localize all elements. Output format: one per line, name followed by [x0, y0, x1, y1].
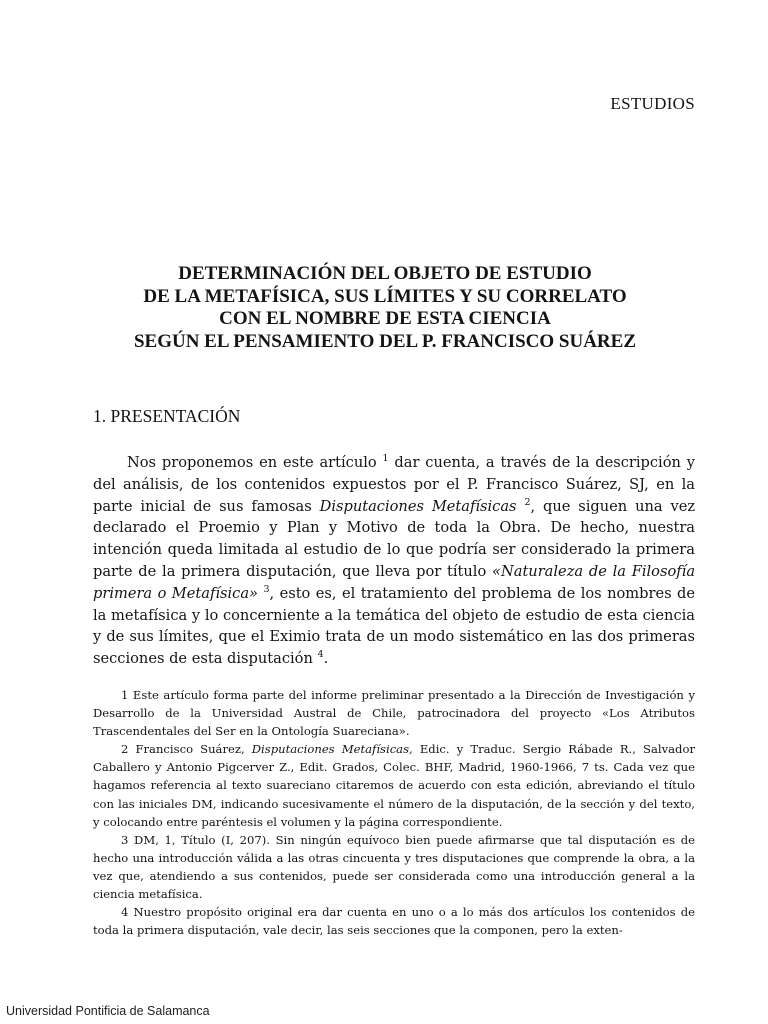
article-title [80, 263, 690, 353]
footnote-text-run: Edic. y Traduc. Sergio Rábade R., Salvador Caballero y Antonio Pigcerver Z., Edit. Grados, Colec. BHF, Madrid, 1960-1966, 7 ts. Cada vez que hagamos referencia al texto suareciano citaremos de acuerdo con esta edición, abreviando el título con las iniciales DM, indicando sucesivamente el número de la disputación, de la sección y del texto, y colocando entre paréntesis el volumen y la página correspondiente. [93, 742, 695, 829]
title-line-1: DETERMINACIÓN DEL OBJETO DE ESTUDIO [178, 263, 592, 284]
section-heading: 1. PRESENTACIÓN [93, 406, 241, 426]
footnote-1: 1 Este artículo forma parte del informe preliminar presentado a la Dirección de Investigación y Desarrollo de la Universidad Austral de Chile, patrocinadora del proyecto «Los Atributos Trascendentales del Ser en la Ontología Suareciana». [93, 688, 695, 739]
footnotes [93, 686, 695, 939]
body-text-run: , esto es, el tratamiento del problema de los nombres de la metafísica y lo concerniente a la temática del objeto de estudio de esta ciencia y de sus límites, que el Eximio trata de un modo sistemático en las dos primeras secciones de esta disputación [93, 584, 696, 668]
body-text-run: . [323, 650, 329, 668]
footnote-ref-2[interactable]: 2 [524, 496, 531, 508]
footnote-ref-4[interactable]: 4 [317, 649, 324, 661]
body-text-run: , que siguen una vez declarado el Proemio y Plan y Motivo de toda la Obra. De hecho, nuestra intención queda limitada al estudio de lo que podría ser considerado la primera parte de la primera disputación, que lleva por título [93, 497, 696, 580]
footnote-ref-1[interactable]: 1 [382, 453, 389, 465]
title-line-3: CON EL NOMBRE DE ESTA CIENCIA [219, 308, 551, 329]
footnote-2 [93, 740, 695, 830]
footnote-text-run: 2 Francisco Suárez, [121, 742, 245, 757]
footer-watermark: Universidad Pontificia de Salamanca [6, 1004, 210, 1018]
title-line-2: DE LA METAFÍSICA, SUS LÍMITES Y SU CORRELATO [143, 285, 627, 307]
body-text-run: dar cuenta, a través de la descripción y del análisis, de los contenidos expuestos por el P. Francisco Suárez, SJ, en la parte inicial de sus famosas [93, 454, 695, 515]
footnote-ref-3[interactable]: 3 [263, 583, 270, 595]
body-text-run: Nos proponemos en este artículo [127, 454, 377, 471]
disputation-title: «Naturaleza de la Filosofía primera o Metafísica» [93, 562, 696, 602]
title-line-4: SEGÚN EL PENSAMIENTO DEL P. FRANCISCO SUÁREZ [133, 330, 637, 352]
footnote-work-title: Disputaciones Metafísicas, [251, 742, 413, 757]
section-label: ESTUDIOS [610, 94, 695, 113]
footnote-4: 4 Nuestro propósito original era dar cuenta en uno o a lo más dos artículos los contenidos de toda la primera disputación, vale decir, las seis secciones que la componen, pero la exten- [93, 905, 695, 938]
work-title: Disputaciones Metafísicas [319, 497, 517, 515]
footnote-3: 3 DM, 1, Título (I, 207). Sin ningún equívoco bien puede afirmarse que tal disputación es de hecho una introducción válida a las otras cincuenta y tres disputaciones que comprende la obra, a la vez que, atendiendo a sus contenidos, puede ser considerada como una introducción general a la ciencia metafísica. [93, 832, 695, 902]
body-text [93, 452, 695, 670]
body-paragraph [93, 452, 695, 670]
